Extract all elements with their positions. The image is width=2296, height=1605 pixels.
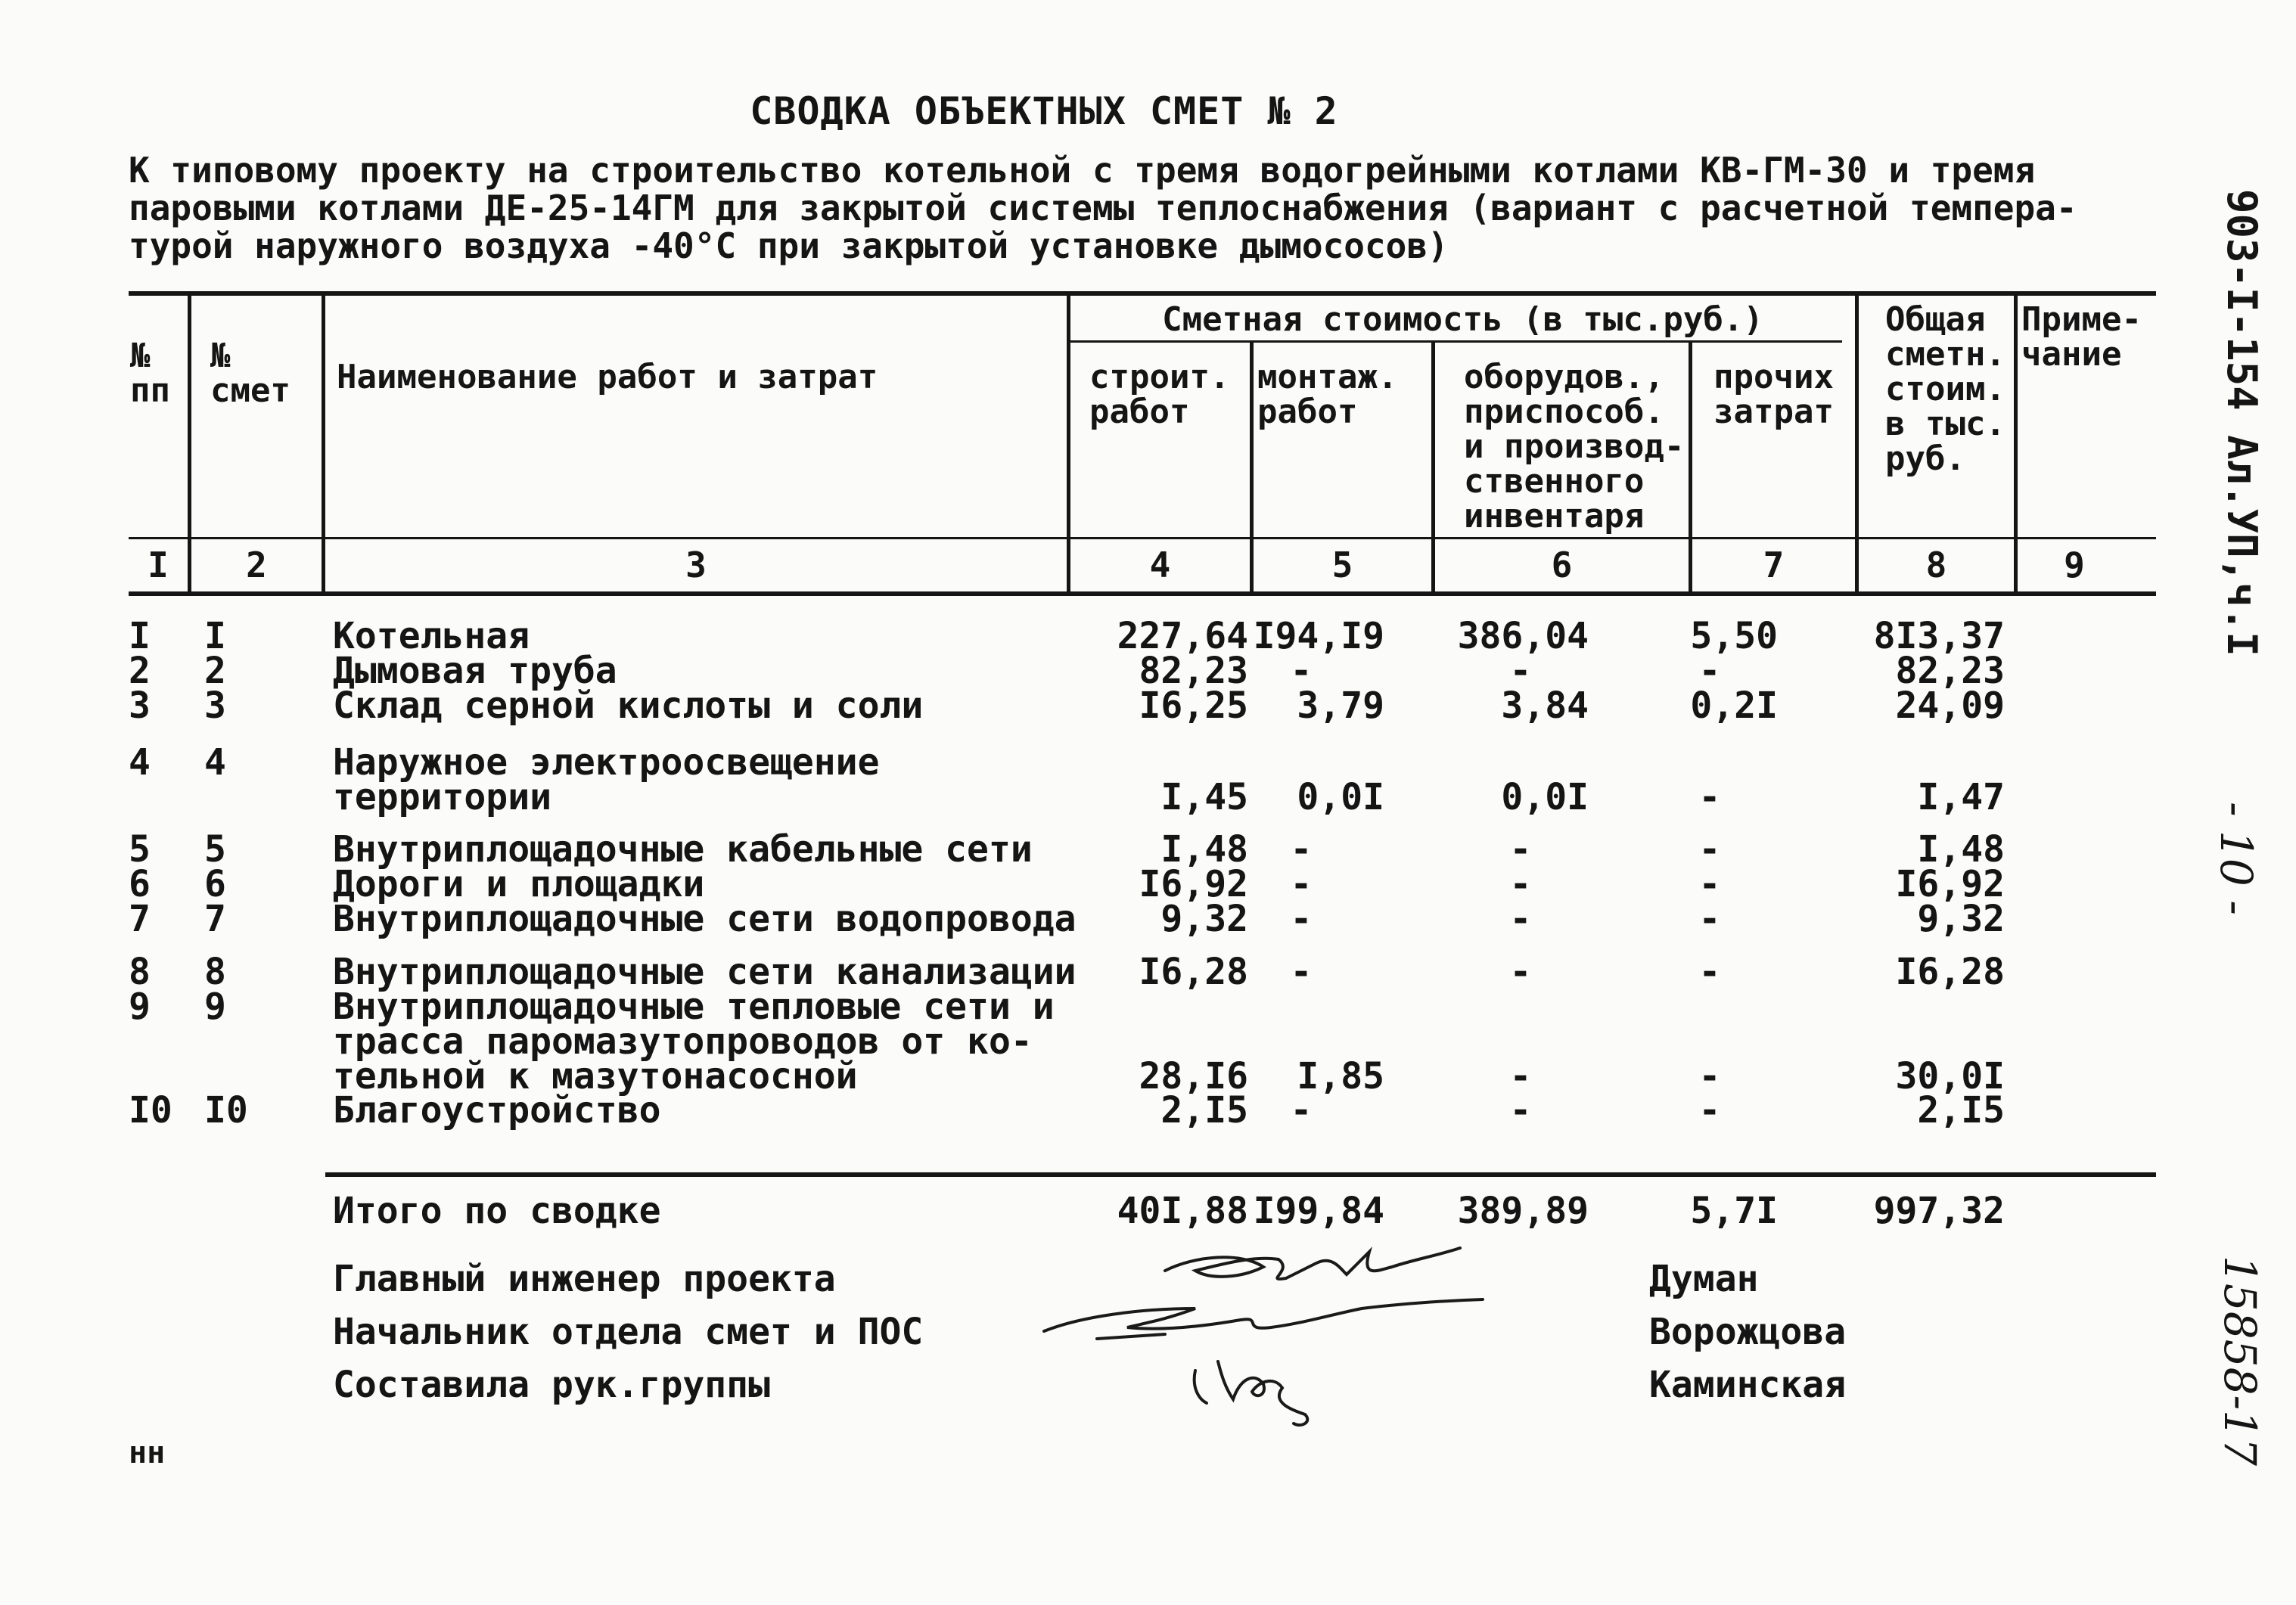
row-total-cost: 24,09 — [1895, 685, 2005, 727]
row-name-line: Внутриплощадочные кабельные сети — [333, 828, 1033, 871]
row-construction-cost: I6,92 — [1139, 863, 1248, 905]
row-name-line: Благоустройство — [333, 1089, 661, 1132]
row-other-cost: - — [1698, 776, 1721, 818]
row-name-line: Дымовая труба — [333, 650, 617, 692]
row-number: 8 — [129, 951, 151, 993]
row-total-cost: I,48 — [1917, 828, 2005, 871]
row-installation-cost: I94,I9 — [1253, 615, 1384, 657]
header-group-cost: Сметная стоимость (в тыс.руб.) — [1162, 300, 1763, 339]
column-number-5: 5 — [1331, 545, 1353, 585]
row-construction-cost: I,48 — [1160, 828, 1248, 871]
header-col2: № смет — [210, 337, 290, 410]
row-other-cost: - — [1698, 650, 1721, 692]
row-construction-cost: I,45 — [1160, 776, 1248, 818]
total-other: 5,7I — [1690, 1190, 1778, 1232]
row-installation-cost: - — [1290, 951, 1313, 993]
column-number-9: 9 — [2064, 545, 2085, 585]
row-estimate-number: 8 — [204, 951, 226, 993]
row-total-cost: 30,0I — [1895, 1055, 2005, 1097]
row-equipment-cost: 3,84 — [1501, 685, 1589, 727]
intro-line-3: турой наружного воздуха -40°С при закрытой установке дымососов) — [129, 225, 1449, 266]
row-name-line: территории — [333, 776, 551, 818]
row-estimate-number: 3 — [204, 685, 226, 727]
row-construction-cost: I6,28 — [1139, 951, 1248, 993]
column-number-7: 7 — [1763, 545, 1785, 585]
row-number: 2 — [129, 650, 151, 692]
row-total-cost: 8I3,37 — [1873, 615, 2005, 657]
total-label: Итого по сводке — [333, 1190, 661, 1232]
row-installation-cost: - — [1290, 863, 1313, 905]
intro-line-2: паровыми котлами ДЕ-25-14ГМ для закрытой системы теплоснабжения (вариант с расчетной темпера- — [129, 188, 2077, 228]
row-name-line: Внутриплощадочные сети канализации — [333, 951, 1077, 993]
header-col5: монтаж. работ — [1257, 358, 1398, 431]
row-installation-cost: - — [1290, 898, 1313, 940]
side-stamp-number: 15858-17 — [2214, 1256, 2266, 1466]
row-other-cost: - — [1698, 1055, 1721, 1097]
row-number: 7 — [129, 898, 151, 940]
row-total-cost: I6,28 — [1895, 951, 2005, 993]
total-equipment: 389,89 — [1457, 1190, 1589, 1232]
row-number: 9 — [129, 986, 151, 1028]
total-construction: 40I,88 — [1117, 1190, 1248, 1232]
row-construction-cost: 2,I5 — [1160, 1089, 1248, 1132]
row-equipment-cost: - — [1509, 951, 1532, 993]
column-number-1: I — [148, 545, 169, 585]
row-total-cost: I,47 — [1917, 776, 2005, 818]
row-construction-cost: I6,25 — [1139, 685, 1248, 727]
header-col9: Приме- чание — [2021, 300, 2142, 374]
row-number: I0 — [129, 1089, 172, 1132]
column-numbers-rule — [129, 591, 2156, 596]
header-col6: оборудов., приспособ. и производ- ственного инвентаря — [1464, 358, 1685, 536]
signature-stroke-2 — [1044, 1299, 1483, 1331]
header-col3: Наименование работ и затрат — [337, 358, 878, 396]
row-other-cost: - — [1698, 898, 1721, 940]
row-name-line: Наружное электроосвещение — [333, 741, 880, 784]
footer-initials: нн — [129, 1436, 166, 1470]
row-estimate-number: 6 — [204, 863, 226, 905]
signature-stroke-4 — [1195, 1361, 1308, 1425]
row-equipment-cost: - — [1509, 1089, 1532, 1132]
signature-name-2: Ворожцова — [1649, 1311, 1847, 1353]
column-number-8: 8 — [1925, 545, 1947, 585]
row-total-cost: 2,I5 — [1917, 1089, 2005, 1132]
row-other-cost: - — [1698, 828, 1721, 871]
header-col1: № пп — [130, 337, 170, 410]
row-construction-cost: 28,I6 — [1139, 1055, 1248, 1097]
row-equipment-cost: - — [1509, 650, 1532, 692]
row-installation-cost: I,85 — [1297, 1055, 1384, 1097]
signature-name-1: Думан — [1649, 1258, 1759, 1300]
row-name-line: Котельная — [333, 615, 530, 657]
intro-line-1: К типовому проекту на строительство котельной с тремя водогрейными котлами КВ-ГМ-30 и тремя — [129, 150, 2036, 191]
side-page-number: - 10 - — [2211, 802, 2262, 915]
column-number-3: 3 — [685, 545, 707, 585]
row-name-line: тельной к мазутонасосной — [333, 1055, 858, 1097]
table-top-rule — [129, 291, 2156, 296]
row-number: I — [129, 615, 151, 657]
signature-name-3: Каминская — [1649, 1364, 1847, 1406]
row-estimate-number: 7 — [204, 898, 226, 940]
handwritten-signatures — [1014, 1225, 1498, 1437]
row-estimate-number: 9 — [204, 986, 226, 1028]
header-bottom-rule — [129, 537, 2156, 539]
row-equipment-cost: - — [1509, 828, 1532, 871]
signature-role-3: Составила рук.группы — [333, 1364, 770, 1406]
row-other-cost: - — [1698, 863, 1721, 905]
row-equipment-cost: 386,04 — [1457, 615, 1589, 657]
signature-role-2: Начальник отдела смет и ПОС — [333, 1311, 924, 1353]
column-number-4: 4 — [1149, 545, 1171, 585]
side-document-code: 903-I-154 Ал.УП,ч.I — [2218, 189, 2266, 657]
row-other-cost: - — [1698, 1089, 1721, 1132]
row-name-line: трасса паромазутопроводов от ко- — [333, 1020, 1033, 1063]
signature-stroke-3 — [1097, 1334, 1165, 1339]
row-equipment-cost: - — [1509, 863, 1532, 905]
row-construction-cost: 82,23 — [1139, 650, 1248, 692]
signature-stroke-1 — [1165, 1248, 1460, 1279]
row-installation-cost: - — [1290, 650, 1313, 692]
row-number: 5 — [129, 828, 151, 871]
row-name-line: Внутриплощадочные сети водопровода — [333, 898, 1077, 940]
row-installation-cost: 3,79 — [1297, 685, 1384, 727]
row-other-cost: 5,50 — [1690, 615, 1778, 657]
row-equipment-cost: 0,0I — [1501, 776, 1589, 818]
row-estimate-number: I0 — [204, 1089, 248, 1132]
row-equipment-cost: - — [1509, 1055, 1532, 1097]
header-col8: Общая сметн. стоим. в тыс. руб. — [1885, 300, 2006, 478]
row-name-line: Склад серной кислоты и соли — [333, 685, 924, 727]
row-total-cost: I6,92 — [1895, 863, 2005, 905]
group-header-rule — [1070, 340, 1842, 343]
row-installation-cost: - — [1290, 1089, 1313, 1132]
row-estimate-number: 4 — [204, 741, 226, 784]
row-estimate-number: I — [204, 615, 226, 657]
document-title: СВОДКА ОБЪЕКТНЫХ СМЕТ № 2 — [750, 89, 1338, 133]
row-total-cost: 9,32 — [1917, 898, 2005, 940]
total-general: 997,32 — [1873, 1190, 2005, 1232]
row-installation-cost: 0,0I — [1297, 776, 1384, 818]
row-other-cost: - — [1698, 951, 1721, 993]
row-estimate-number: 2 — [204, 650, 226, 692]
row-number: 4 — [129, 741, 151, 784]
row-other-cost: 0,2I — [1690, 685, 1778, 727]
row-equipment-cost: - — [1509, 898, 1532, 940]
column-number-2: 2 — [246, 545, 267, 585]
row-estimate-number: 5 — [204, 828, 226, 871]
row-construction-cost: 227,64 — [1117, 615, 1248, 657]
row-total-cost: 82,23 — [1895, 650, 2005, 692]
total-top-rule — [325, 1172, 2156, 1177]
row-name-line: Дороги и площадки — [333, 863, 705, 905]
column-number-6: 6 — [1551, 545, 1573, 585]
header-col7: прочих затрат — [1713, 358, 1834, 431]
total-installation: I99,84 — [1253, 1190, 1384, 1232]
row-number: 3 — [129, 685, 151, 727]
header-col4: строит. работ — [1089, 358, 1230, 431]
row-installation-cost: - — [1290, 828, 1313, 871]
row-name-line: Внутриплощадочные тепловые сети и — [333, 986, 1055, 1028]
row-construction-cost: 9,32 — [1160, 898, 1248, 940]
row-number: 6 — [129, 863, 151, 905]
signature-role-1: Главный инженер проекта — [333, 1258, 836, 1300]
